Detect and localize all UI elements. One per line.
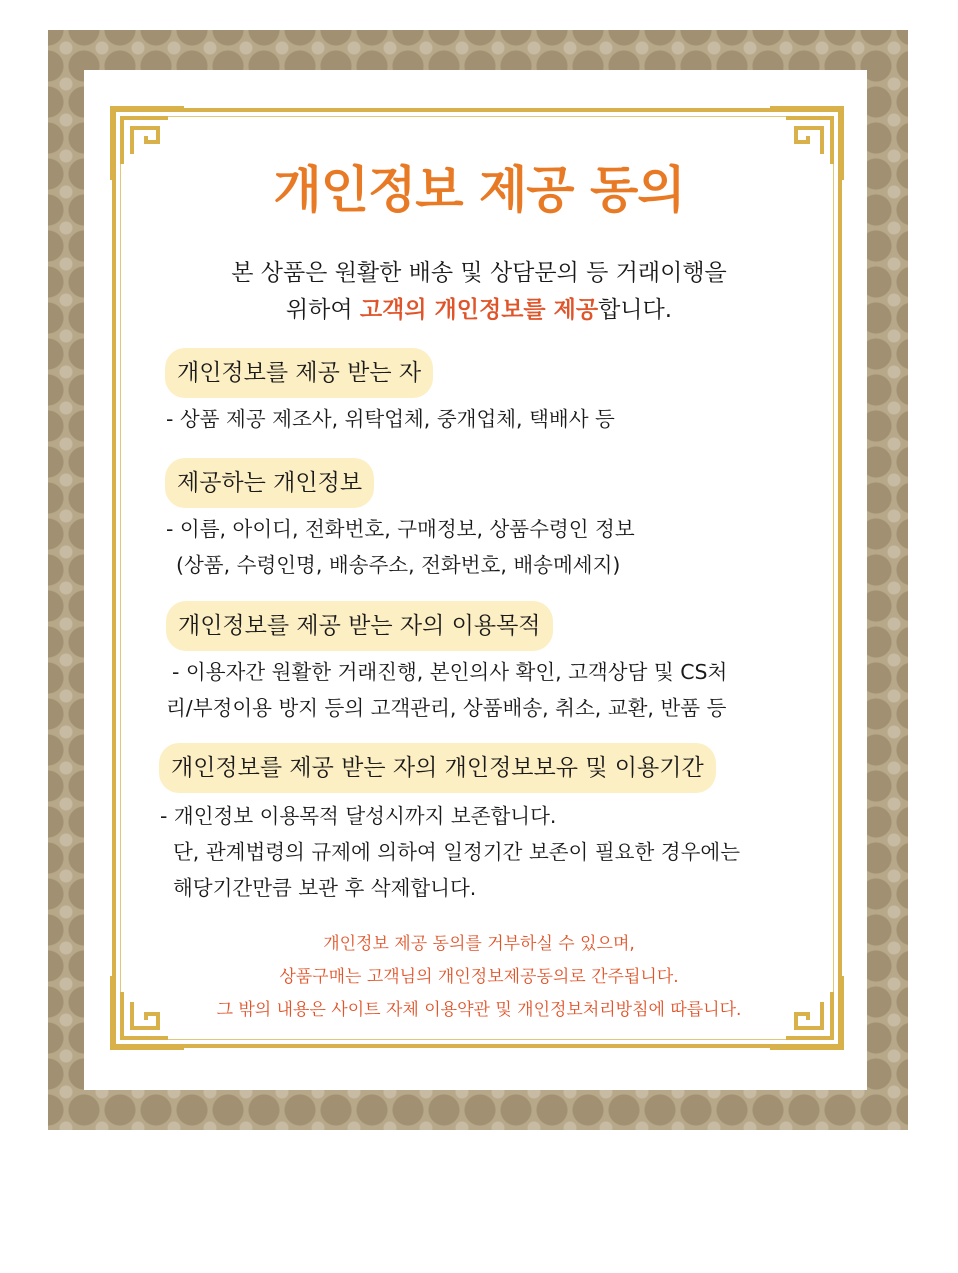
section-text: 리/부정이용 방지 등의 고객관리, 상품배송, 취소, 교환, 반품 등 [166,696,727,720]
section-text: (상품, 수령인명, 배송주소, 전화번호, 배송메세지) [176,553,621,577]
section-heading-provided-info: 제공하는 개인정보 [165,458,374,508]
intro-prefix: 위하여 [285,297,360,323]
intro-line-2 [0,292,958,329]
page-title: 개인정보 제공 동의 [273,161,685,219]
section-text: - 이름, 아이디, 전화번호, 구매정보, 상품수령인 정보 [166,517,635,541]
footer-notice [0,928,958,1027]
footer-line: 상품구매는 고객님의 개인정보제공동의로 간주됩니다. [279,967,679,987]
section-text: - 이용자간 원활한 거래진행, 본인의사 확인, 고객상담 및 CS처 [172,660,728,684]
section-heading-recipient: 개인정보를 제공 받는 자 [165,348,433,398]
footer-line: 그 밖의 내용은 사이트 자체 이용약관 및 개인정보처리방침에 따릅니다. [216,1000,742,1020]
section-heading-retention: 개인정보를 제공 받는 자의 개인정보보유 및 이용기간 [159,743,716,793]
footer-line: 개인정보 제공 동의를 거부하실 수 있으며, [323,934,635,954]
intro-highlight: 고객의 개인정보를 제공 [359,297,599,323]
section-text: 해당기간만큼 보관 후 삭제합니다. [173,876,477,900]
section-text: 단, 관계법령의 규제에 의하여 일정기간 보존이 필요한 경우에는 [173,840,741,864]
intro-suffix: 합니다. [598,297,673,323]
section-text: - 상품 제공 제조사, 위탁업체, 중개업체, 택배사 등 [166,407,615,431]
intro-text [0,255,958,329]
section-heading-purpose: 개인정보를 제공 받는 자의 이용목적 [166,601,553,651]
intro-line-1: 본 상품은 원활한 배송 및 상담문의 등 거래이행을 [231,260,727,286]
section-text: - 개인정보 이용목적 달성시까지 보존합니다. [160,804,557,828]
